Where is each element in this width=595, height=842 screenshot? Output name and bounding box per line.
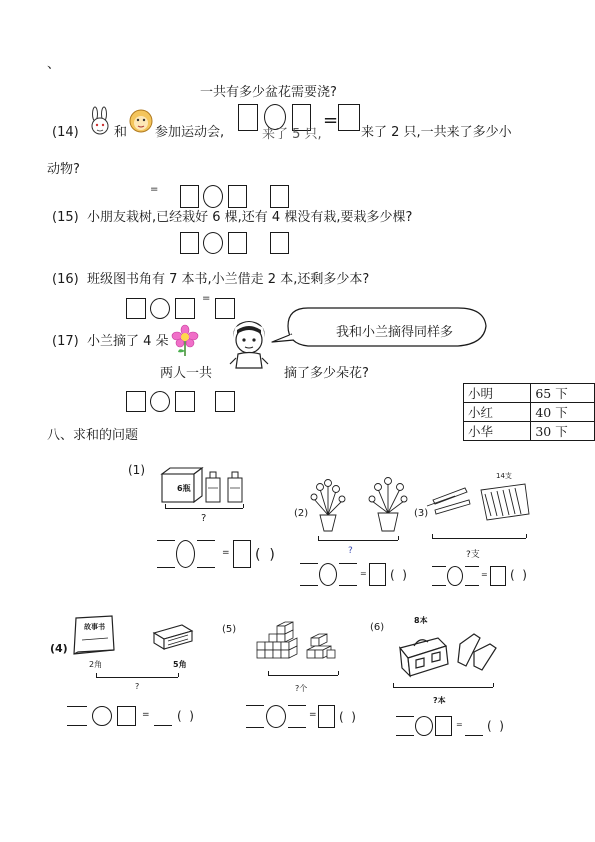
q17-text-a: 小兰摘了 4 朵 [87,334,169,349]
answer-blank [154,725,172,726]
eq-sign: = [142,710,150,720]
eq-sign: = [222,548,230,558]
q17-number: (17) [52,334,79,349]
q14-text-b: 来了 5 只, [262,127,322,142]
rabbit-icon [86,107,114,135]
bottle-crate-picture [158,464,248,506]
blank-bottom [465,585,479,586]
table-cell-value: 30 下 [531,422,595,441]
blank-top [67,706,87,707]
figure-6-top: 8本 [414,616,428,625]
bracket-tick [432,534,433,538]
operator-circle[interactable] [150,391,170,412]
girl-icon [228,318,270,370]
figure-6-label: (6) [370,622,385,633]
bracket-tick [165,504,166,508]
table-cell-name: 小红 [464,403,531,422]
q14-eq: = [323,110,339,131]
answer-box[interactable] [180,185,199,208]
q16-text: 班级图书角有 7 本书,小兰借走 2 本,还剩多少本? [87,272,370,287]
q15-text: 小朋友栽树,已经栽好 6 棵,还有 4 棵没有栽,要栽多少棵? [87,210,413,225]
unit-paren: ( ) [255,547,275,563]
q15-number: (15) [52,210,79,225]
blank-bottom [432,585,446,586]
operator-circle[interactable] [266,705,286,728]
top-mark: 、 [47,57,61,72]
figure-4-question: ? [135,682,140,691]
figure-5-question: ?个 [295,684,308,693]
bracket-tick [178,673,179,677]
bracket-tick [96,673,97,677]
unit-paren: ( ) [390,568,407,582]
answer-box[interactable] [126,298,146,319]
answer-box[interactable] [338,104,360,131]
table-cell-name: 小华 [464,422,531,441]
score-table [463,383,595,441]
table-row [464,422,595,441]
blank-top [288,705,306,706]
unit-paren: ( ) [487,719,504,733]
unit-paren: ( ) [510,568,527,582]
answer-blank [465,735,483,736]
answer-box[interactable] [270,232,289,254]
answer-box[interactable] [228,232,247,254]
q16-number: (16) [52,272,79,287]
q14-text-a: 参加运动会, [155,125,225,140]
blank-bottom [197,567,215,568]
answer-box[interactable] [238,104,258,131]
eq-sign: = [360,569,367,578]
speech-bubble-text: 我和小兰摘得同样多 [336,325,454,340]
table-cell-name: 小明 [464,384,531,403]
bracket-line [432,538,526,539]
operator-circle[interactable] [203,232,223,254]
operator-circle[interactable] [319,563,337,586]
bracket-line [268,675,338,676]
blank-bottom [339,585,357,586]
book-title: 故事书 [84,623,105,631]
answer-box[interactable] [175,298,195,319]
figure-5-label: (5) [222,624,237,635]
answer-box[interactable] [369,563,386,586]
answer-box[interactable] [270,185,289,208]
bracket-tick [338,671,339,675]
bracket-line [393,687,493,688]
operator-circle[interactable] [150,298,170,319]
blocks-picture [253,620,345,672]
figure-4-label: (4) [50,642,68,655]
bracket-line [318,540,398,541]
answer-box[interactable] [215,391,235,412]
price-b: 5角 [173,660,187,669]
answer-box[interactable] [180,232,199,254]
q14-eq2: = [150,184,159,195]
table-row [464,384,595,403]
bracket-tick [393,683,394,687]
eq-sign: = [309,710,317,720]
operator-circle[interactable] [176,540,195,568]
pencils-picture [425,470,535,526]
operator-circle[interactable] [92,706,112,726]
unit-paren: ( ) [177,709,194,723]
bracket-tick [268,671,269,675]
table-row [464,403,595,422]
figure-1-label: (1) [128,463,145,477]
pencil-box-picture [150,621,196,651]
top-question: 一共有多少盆花需要浇? [200,85,337,100]
blank-top [157,540,175,541]
blank-top [246,705,264,706]
figure-1-question: ? [201,513,207,524]
blank-top [197,540,215,541]
flower-icon [172,325,198,357]
operator-circle[interactable] [415,716,433,736]
blank-bottom [288,727,306,728]
q16-eq: = [202,293,211,304]
crate-label: 6瓶 [177,484,191,493]
table-cell-value: 40 下 [531,403,595,422]
answer-box[interactable] [435,716,452,736]
monkey-icon [127,107,155,135]
blank-top [300,563,318,564]
blank-top [465,566,479,567]
price-a: 2角 [89,660,103,669]
figure-2-label: (2) [294,508,309,519]
q14-and: 和 [114,125,128,140]
answer-box[interactable] [117,706,136,726]
bracket-tick [398,536,399,540]
q17-text-b: 两人一共 [160,366,213,381]
figure-3-label: (3) [414,508,429,519]
table-cell-value: 65 下 [531,384,595,403]
answer-box[interactable] [318,705,335,728]
book-picture [68,614,120,656]
operator-circle[interactable] [203,185,223,208]
unit-paren: ( ) [339,710,356,724]
q14-text-d: 动物? [47,162,80,177]
figure-2-question: ? [348,546,353,556]
blank-top [339,563,357,564]
bracket-tick [318,536,319,540]
section-title: 八、求和的问题 [47,428,139,443]
blank-top [396,716,414,717]
figure-6-question: ?本 [433,696,446,705]
bracket-tick [493,683,494,687]
bracket-line [165,508,243,509]
blank-bottom [67,725,87,726]
answer-box[interactable] [228,185,247,208]
flower-pots-picture [308,475,412,535]
blank-bottom [157,567,175,568]
answer-box[interactable] [126,391,146,412]
blank-bottom [300,585,318,586]
bracket-line [96,677,178,678]
answer-box[interactable] [215,298,235,319]
pencil-count-tag: 14支 [496,472,512,480]
blank-top [432,566,446,567]
q17-text-c: 摘了多少朵花? [284,366,369,381]
q14-number: (14) [52,125,79,140]
answer-box[interactable] [175,391,195,412]
blank-bottom [396,735,414,736]
bracket-tick [526,534,527,538]
answer-box[interactable] [490,566,506,586]
bracket-tick [243,504,244,508]
eq-sign: = [456,720,463,729]
eq-sign: = [481,570,488,579]
schoolbag-picture [394,630,502,680]
blank-bottom [246,727,264,728]
operator-circle[interactable] [447,566,463,586]
figure-3-question: ?支 [466,550,480,560]
q14-text-c: 来了 2 只,一共来了多少小 [361,125,512,140]
answer-box[interactable] [233,540,251,568]
